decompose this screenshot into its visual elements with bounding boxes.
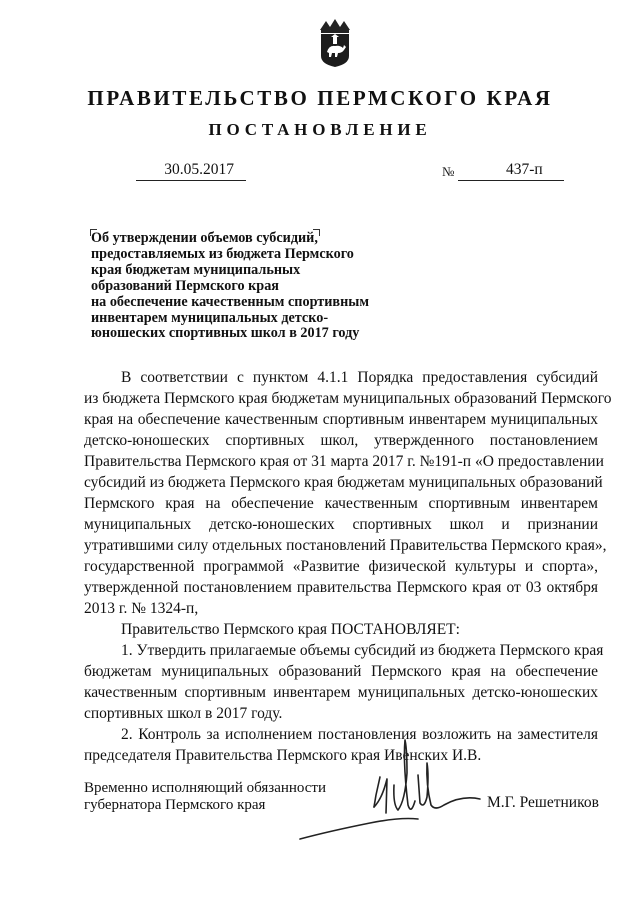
body-line: Правительства Пермского края от 31 марта 2017 г. №191-п «О предоставлении bbox=[84, 453, 604, 470]
body-line: 2. Контроль за исполнением постановления возложить на заместителя bbox=[121, 726, 598, 743]
subject-line: образований Пермского края bbox=[91, 277, 279, 294]
body-line: бюджетам муниципальных образований Пермского края на обеспечение bbox=[84, 663, 598, 680]
handwritten-signature bbox=[290, 735, 500, 845]
body-line: утратившими силу отдельных постановлений Правительства Пермского края», bbox=[84, 537, 607, 554]
body-line: качественным спортивным инвентарем муниципальных детско-юношеских bbox=[84, 684, 598, 701]
subject-line: предоставляемых из бюджета Пермского bbox=[91, 245, 354, 262]
government-title: ПРАВИТЕЛЬСТВО ПЕРМСКОГО КРАЯ bbox=[87, 86, 553, 110]
document-type: ПОСТАНОВЛЕНИЕ bbox=[208, 120, 432, 139]
body-line: муниципальных детско-юношеских спортивных школ и признании bbox=[84, 516, 598, 533]
signer-title-line: губернатора Пермского края bbox=[84, 797, 266, 813]
perm-krai-coat-of-arms-icon bbox=[316, 18, 354, 68]
subject-line: края бюджетам муниципальных bbox=[91, 261, 301, 278]
subject-line: Об утверждении объемов субсидий, bbox=[91, 230, 318, 246]
body-line: утвержденной постановлением правительства Пермского края от 03 октября bbox=[84, 579, 598, 596]
body-line: спортивных школ в 2017 году. bbox=[84, 705, 283, 722]
signer-name: М.Г. Решетников bbox=[487, 794, 599, 811]
body-line: 1. Утвердить прилагаемые объемы субсидий из бюджета Пермского края bbox=[121, 642, 604, 659]
number-sign: № bbox=[442, 164, 455, 179]
body-line: края на обеспечение качественным спортивным инвентарем муниципальных bbox=[84, 411, 598, 428]
subject-line: инвентарем муниципальных детско- bbox=[91, 309, 329, 326]
body-line: субсидий из бюджета Пермского края бюджетам муниципальных образований bbox=[84, 474, 603, 491]
subject-line: юношеских спортивных школ в 2017 году bbox=[91, 325, 360, 342]
document-date: 30.05.2017 bbox=[164, 161, 234, 178]
resolution-line: Правительство Пермского края ПОСТАНОВЛЯЕТ: bbox=[121, 621, 460, 638]
document-subject bbox=[91, 231, 411, 342]
body-line: 2013 г. № 1324-п, bbox=[84, 600, 199, 617]
body-line: детско-юношеских спортивных школ, утвержденного постановлением bbox=[84, 432, 598, 449]
body-line: Пермского края на обеспечение качественным спортивным инвентарем bbox=[84, 495, 598, 512]
signer-title-line: Временно исполняющий обязанности bbox=[84, 780, 327, 796]
document-number: 437-п bbox=[506, 161, 543, 178]
body-line: из бюджета Пермского края бюджетам муниципальных образований Пермского bbox=[84, 390, 612, 407]
date-field bbox=[136, 160, 246, 181]
number-field bbox=[458, 160, 564, 181]
body-line: В соответствии с пунктом 4.1.1 Порядка предоставления субсидий bbox=[121, 369, 598, 386]
body-line: председателя Правительства Пермского края Ивенских И.В. bbox=[84, 747, 482, 764]
subject-line: на обеспечение качественным спортивным bbox=[91, 293, 369, 310]
body-line: государственной программой «Развитие физической культуры и спорта», bbox=[84, 558, 598, 575]
